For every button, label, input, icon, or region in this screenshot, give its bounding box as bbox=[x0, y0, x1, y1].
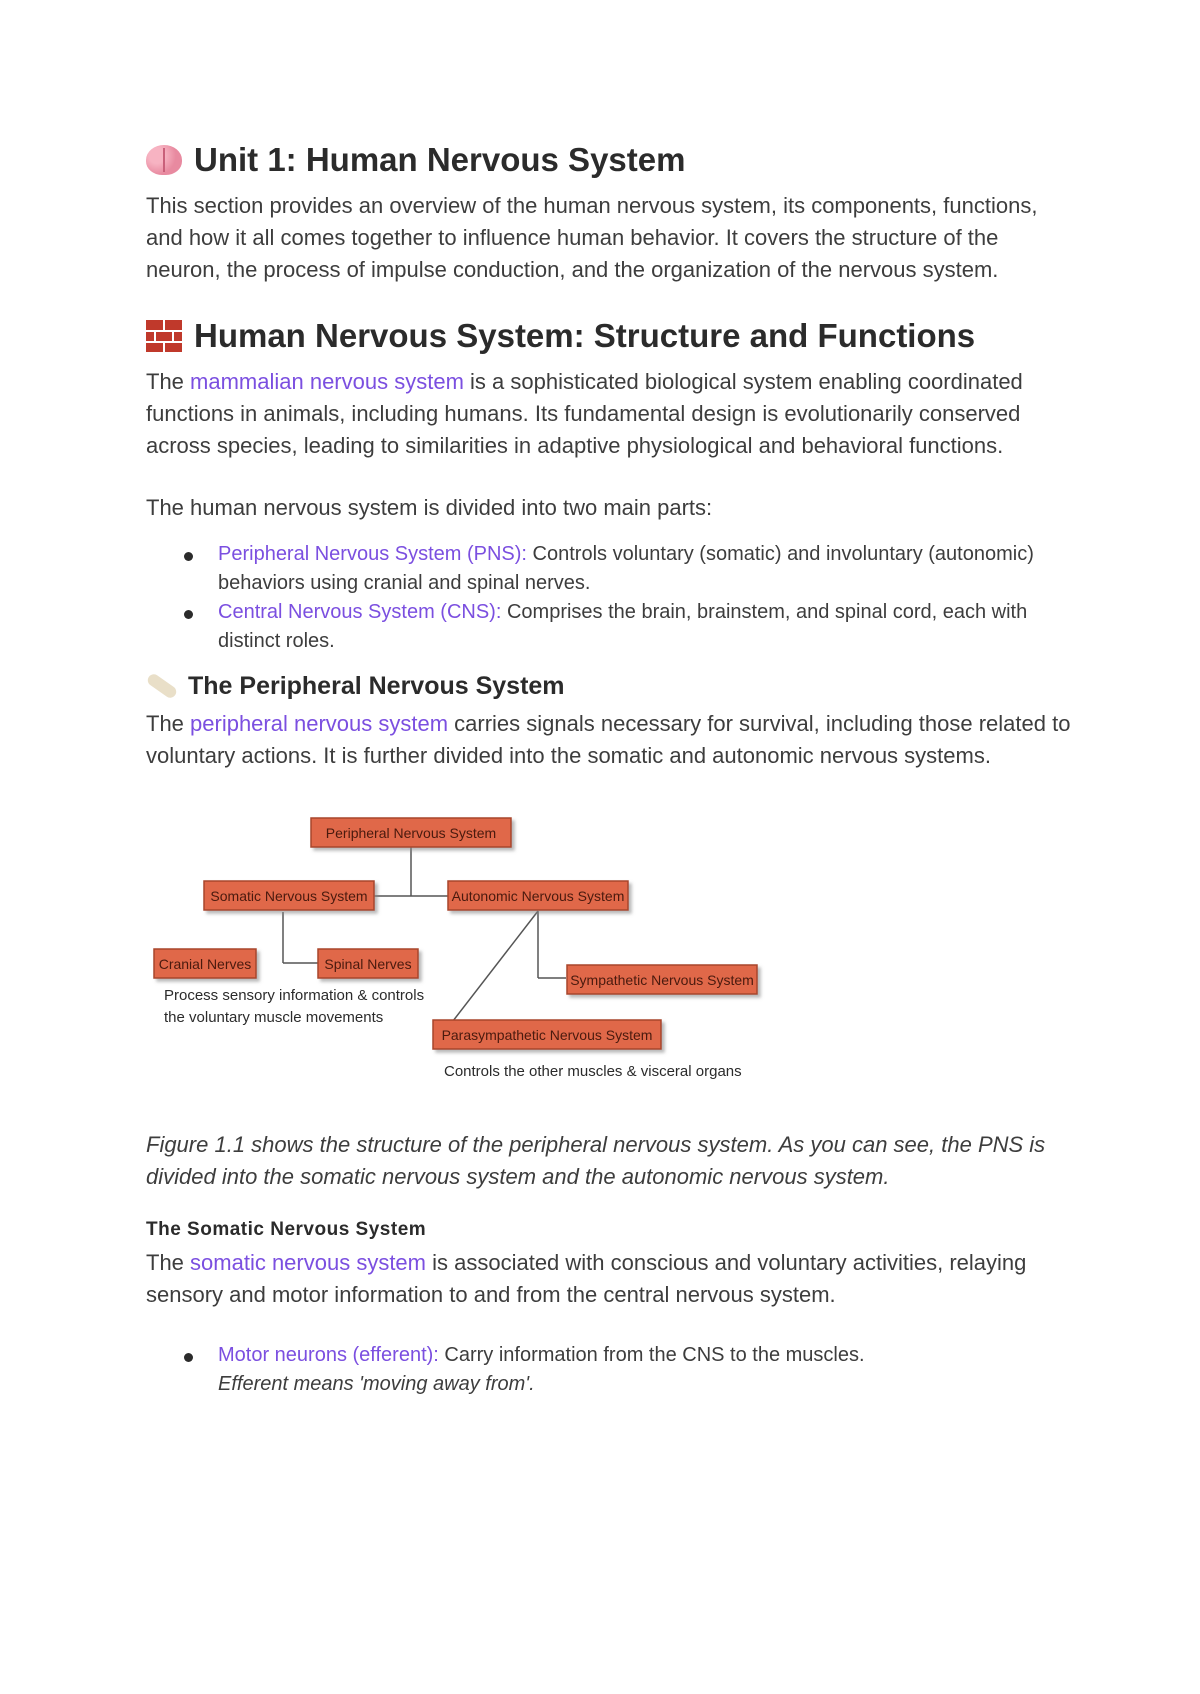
pns-title: The Peripheral Nervous System bbox=[188, 672, 565, 700]
text-span: Controls voluntary (somatic) and involuntary (autonomic) behaviors using cranial and spinal nerves. bbox=[218, 543, 1034, 594]
pns-diagram bbox=[146, 808, 766, 1098]
two-parts-paragraph: The human nervous system is divided into two main parts: bbox=[146, 495, 713, 520]
pns-figure bbox=[146, 808, 1076, 1103]
parasympathetic-note: Controls the other muscles & visceral organs bbox=[444, 1063, 742, 1080]
brain-icon bbox=[146, 145, 182, 175]
text-span: is associated with conscious and voluntary activities, relaying sensory and motor information to and from the central nervous system. bbox=[146, 1250, 1027, 1307]
pns-paragraph bbox=[146, 708, 1076, 772]
list-item bbox=[218, 598, 1076, 656]
document-page bbox=[146, 140, 1076, 1399]
list-item bbox=[218, 1341, 1076, 1399]
cranial-box bbox=[154, 949, 256, 978]
somatic-box-label: Somatic Nervous System bbox=[210, 888, 368, 904]
spinal-box-label: Spinal Nerves bbox=[324, 956, 412, 972]
structure-heading bbox=[146, 316, 1076, 356]
text-span: carries signals necessary for survival, including those related to voluntary actions. It is further divided into the somatic and autonomic nervous systems. bbox=[146, 711, 1071, 768]
autonomic-box-label: Autonomic Nervous System bbox=[451, 888, 625, 904]
text-span: Comprises the brain, brainstem, and spinal cord, each with distinct roles. bbox=[218, 601, 1028, 652]
somatic-paragraph bbox=[146, 1247, 1076, 1311]
sympathetic-box bbox=[567, 965, 757, 994]
peripheral-nervous-system-link[interactable]: peripheral nervous system bbox=[190, 711, 449, 736]
structure-title: Human Nervous System: Structure and Functions bbox=[194, 317, 976, 354]
sympathetic-box-label: Sympathetic Nervous System bbox=[570, 972, 754, 988]
efferent-note: Efferent means 'moving away from'. bbox=[218, 1373, 535, 1395]
parasympathetic-box-label: Parasympathetic Nervous System bbox=[441, 1027, 653, 1043]
somatic-list bbox=[146, 1341, 1076, 1399]
pns-box bbox=[311, 818, 511, 847]
autonomic-box bbox=[448, 881, 628, 910]
pns-link[interactable]: Peripheral Nervous System (PNS): bbox=[218, 543, 527, 565]
somatic-note-line1: Process sensory information & controls bbox=[164, 987, 425, 1004]
mammalian-paragraph bbox=[146, 366, 1076, 462]
list-item bbox=[218, 540, 1076, 598]
somatic-heading: The Somatic Nervous System bbox=[146, 1219, 427, 1240]
motor-neurons-link[interactable]: Motor neurons (efferent): bbox=[218, 1344, 439, 1366]
unit-title: Unit 1: Human Nervous System bbox=[194, 141, 686, 178]
somatic-nervous-system-link[interactable]: somatic nervous system bbox=[190, 1250, 426, 1275]
brick-icon bbox=[146, 320, 182, 352]
text-span: Carry information from the CNS to the muscles. bbox=[438, 1344, 865, 1366]
bone-icon bbox=[145, 672, 178, 700]
mammalian-nervous-system-link[interactable]: mammalian nervous system bbox=[190, 369, 464, 394]
unit-intro: This section provides an overview of the human nervous system, its components, functions, and how it all comes together to influence human behavior. It covers the structure of the neuron, the process of impulse conduction, and the organization of the nervous system. bbox=[146, 193, 1038, 282]
somatic-note-line2: the voluntary muscle movements bbox=[164, 1009, 384, 1026]
parts-list bbox=[146, 540, 1076, 656]
spinal-box bbox=[318, 949, 418, 978]
pns-heading bbox=[146, 670, 1076, 702]
text-span: is a sophisticated biological system enabling coordinated functions in animals, including humans. Its fundamental design is evolutionarily conserved across species, leading to similarities in adaptive physiological and behavioral functions. bbox=[146, 369, 1023, 458]
text-span: The bbox=[146, 1250, 191, 1275]
parasympathetic-box bbox=[433, 1020, 661, 1049]
cranial-box-label: Cranial Nerves bbox=[158, 956, 252, 972]
cns-link[interactable]: Central Nervous System (CNS): bbox=[218, 601, 502, 623]
pns-box-label: Peripheral Nervous System bbox=[325, 825, 497, 841]
figure-caption: Figure 1.1 shows the structure of the peripheral nervous system. As you can see, the PNS is divided into the somatic nervous system and the autonomic nervous system. bbox=[146, 1132, 1046, 1189]
text-span: The bbox=[146, 711, 191, 736]
text-span: The bbox=[146, 369, 191, 394]
somatic-box bbox=[204, 881, 374, 910]
unit-heading bbox=[146, 140, 1076, 180]
